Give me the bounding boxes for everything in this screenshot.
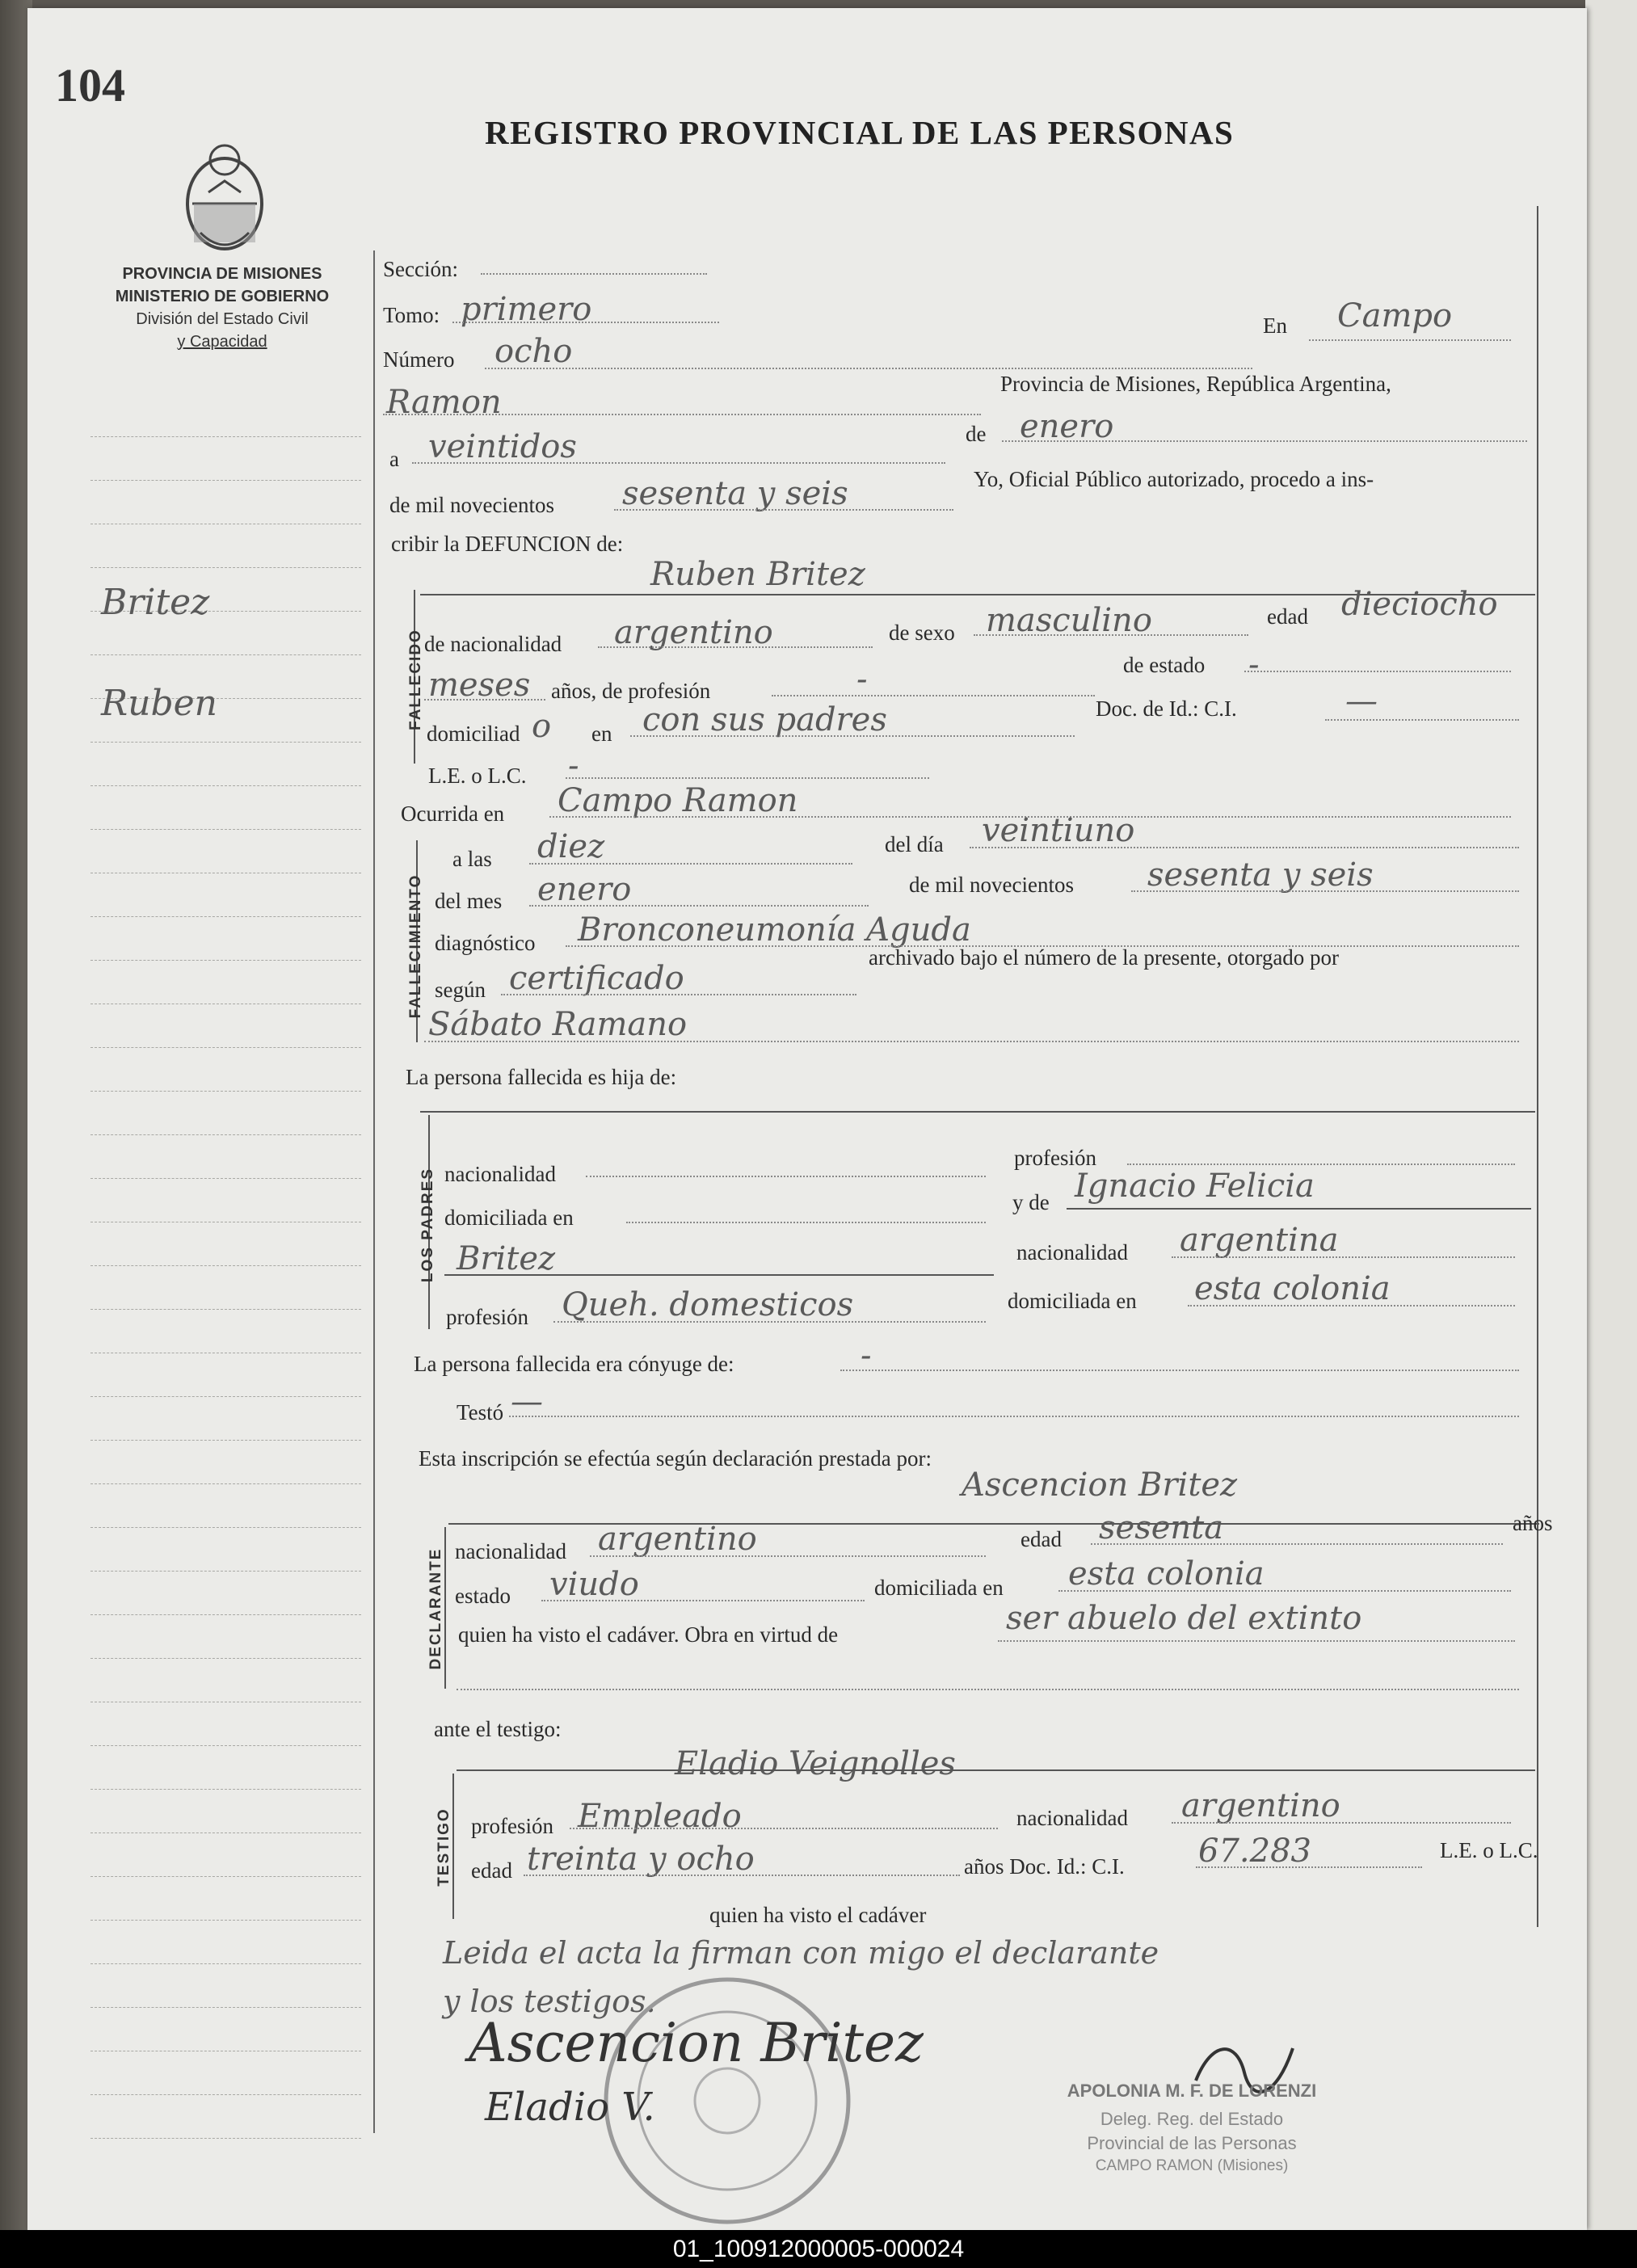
line-padre-apellido[interactable] [444,1274,994,1276]
value-le: - [568,747,579,785]
value-d-edad: sesenta [1099,1509,1224,1546]
form-right-border [1537,206,1538,1927]
value-dia: veintidos [428,428,577,465]
label-d-dom: domiciliada en [874,1576,1004,1600]
margin-rule-line [90,960,361,961]
tag-declarante: DECLARANTE [427,1547,444,1670]
margin-rule-line [90,1440,361,1441]
label-del-mes: del mes [435,889,503,913]
field-t-prof[interactable] [570,1828,998,1829]
field-conyuge[interactable] [840,1370,1519,1371]
line-padre[interactable] [420,1111,1535,1113]
label-en: En [1263,313,1287,338]
tag-fallecimiento: FALLECIMIENTO [407,873,424,1019]
field-le[interactable] [566,777,929,779]
tag-fallecido: FALLECIDO [407,629,424,730]
label-seccion: Sección: [383,257,458,281]
field-tomo[interactable] [452,322,719,323]
label-archivado: archivado bajo el número de la presente, otorgado por [869,945,1340,970]
margin-rule-line [90,1134,361,1135]
value-conyuge: - [861,1337,872,1374]
margin-rule-line [90,436,361,437]
adjacent-page-edge [1585,0,1637,2230]
field-d-nac[interactable] [590,1555,986,1557]
label-docid: Doc. de Id.: C.I. [1096,696,1237,721]
label-a: a [389,447,399,471]
margin-rule-line [90,480,361,481]
margin-name: Ruben [101,683,218,724]
margin-rule-line [90,1745,361,1746]
issuer-province: PROVINCIA DE MISIONES [122,265,322,283]
label-inscripcion: Esta inscripción se efectúa según declaración prestada por: [419,1446,932,1471]
issuer-division: División del Estado Civil [136,310,309,328]
value-d-estado: viudo [549,1566,639,1603]
tag-padres: LOS PADRES [419,1167,436,1283]
field-ci[interactable] [1325,719,1519,721]
field-d-extra[interactable] [457,1689,1519,1690]
value-t-edad: treinta y ocho [527,1841,755,1878]
label-p-prof2: profesión [446,1305,528,1329]
label-t-edad: edad [471,1858,512,1883]
stamp-name: APOLONIA M. F. DE LORENZI [1067,2081,1317,2101]
issuer-block [81,263,364,353]
field-lugar[interactable] [383,414,981,415]
field-madre-dom[interactable] [1188,1305,1515,1307]
margin-rule-line [90,742,361,743]
issuer-ministry: MINISTERIO DE GOBIERNO [115,288,330,305]
image-caption: 01_100912000005-000024 [0,2230,1637,2268]
label-domiciliad: domiciliad [427,722,520,746]
margin-rule-line [90,2094,361,2095]
value-nacionalidad: argentino [614,614,773,651]
field-seccion[interactable] [481,273,707,275]
page-title: REGISTRO PROVINCIAL DE LAS PERSONAS [485,114,1235,151]
value-ocurrida: Campo Ramon [558,782,798,819]
margin-rule-line [90,1396,361,1397]
margin-rule-line [90,829,361,830]
value-edad-unidad: meses [428,667,531,704]
label-t-anios: años Doc. Id.: C.I. [964,1854,1125,1879]
label-en2: en [591,722,612,746]
margin-rule-line [90,1047,361,1048]
label-testo: Testó [457,1400,504,1424]
stamp-line2: Provincial de las Personas [1087,2133,1297,2153]
margin-rule-line [90,785,361,786]
value-sexo: masculino [986,602,1152,639]
label-le: L.E. o L.C. [428,764,527,788]
issuer-capacidad: y Capacidad [177,333,267,351]
label-hija: La persona fallecida es hija de: [406,1065,677,1089]
field-testo[interactable] [509,1416,1519,1417]
value-profesion: - [856,661,868,698]
line-testigo[interactable] [457,1769,1535,1771]
field-numero[interactable] [485,368,1252,369]
value-d-virtud: ser abuelo del extinto [1006,1600,1362,1637]
field-domicilio[interactable] [630,735,1075,737]
field-madre-nac[interactable] [1172,1256,1515,1258]
value-numero: ocho [494,333,573,370]
field-d-dom[interactable] [1058,1590,1511,1592]
field-sexo[interactable] [974,634,1248,636]
margin-rule-line [90,1658,361,1659]
label-d-nac: nacionalidad [455,1539,566,1563]
value-anio-f: sesenta y seis [1147,856,1374,894]
value-edad: dieciocho [1341,586,1498,623]
field-mes-f[interactable] [529,905,869,907]
field-d-estado[interactable] [541,1600,865,1601]
margin-rule-line [90,2138,361,2139]
label-d-anios: años [1513,1511,1553,1535]
value-d-nac: argentino [598,1521,757,1558]
field-madre-prof[interactable] [553,1321,986,1323]
field-p-nac[interactable] [586,1176,986,1177]
value-madre-prof: Queh. domesticos [562,1286,854,1323]
margin-rule-line [90,1091,361,1092]
value-lugar: Ramon [386,384,502,421]
field-t-nac[interactable] [1172,1822,1511,1824]
margin-rule-line [90,1265,361,1266]
margin-rule-line [90,1571,361,1572]
signature-declarante: Ascencion Britez [469,2012,924,2074]
label-segun: según [435,978,486,1002]
value-estado: - [1248,646,1260,684]
label-d-visto: quien ha visto el cadáver. Obra en virtud de [458,1622,839,1647]
page-number: 104 [55,59,125,112]
value-t-ci: 67.283 [1198,1832,1311,1870]
label-diagnostico: diagnóstico [435,931,536,955]
line-madre[interactable] [1067,1208,1531,1210]
value-segun: certificado [509,960,684,997]
tag-testigo: TESTIGO [436,1807,452,1887]
margin-rule-line [90,1178,361,1179]
label-cribir: cribir la DEFUNCION de: [391,532,624,556]
value-en: Campo [1337,297,1453,335]
coat-of-arms-icon [176,136,273,257]
label-estado: de estado [1123,653,1206,677]
label-ante: ante el testigo: [434,1717,562,1741]
label-d-estado: estado [455,1584,511,1608]
label-yo: Yo, Oficial Público autorizado, procedo a ins- [974,467,1374,491]
label-sexo: de sexo [889,621,955,645]
label-edad: edad [1267,604,1308,629]
margin-rule-line [90,1309,361,1310]
field-t-ci[interactable] [1196,1866,1422,1868]
field-dia[interactable] [412,462,945,464]
field-anio[interactable] [614,509,953,511]
value-mes: enero [1020,408,1114,445]
margin-rule-line [90,1920,361,1921]
value-t-nac: argentino [1181,1787,1340,1824]
label-t-nac: nacionalidad [1016,1806,1128,1830]
label-ocurrida: Ocurrida en [401,802,505,826]
field-nacionalidad[interactable] [598,646,873,648]
field-otorgado[interactable] [424,1041,1519,1042]
value-otorgado: Sábato Ramano [428,1006,688,1043]
value-diagnostico: Bronconeumonía Aguda [578,911,971,949]
margin-rule-line [90,1832,361,1833]
value-mes-f: enero [537,871,632,908]
stamp-line1: Deleg. Reg. del Estado [1100,2109,1284,2129]
margin-rule-line [90,2007,361,2008]
value-padre-apellido: Britez [457,1240,556,1277]
label-del-dia: del día [885,832,944,856]
margin-rule-line [90,654,361,655]
margin-rule-line [90,1614,361,1615]
label-conyuge: La persona fallecida era cónyuge de: [414,1352,734,1376]
value-t-prof: Empleado [578,1798,742,1835]
label-t-le: L.E. o L.C. [1440,1838,1538,1862]
field-p-dom[interactable] [626,1222,986,1223]
label-de: de [966,422,987,446]
value-madre-dom: esta colonia [1194,1270,1391,1307]
label-provincia: Provincia de Misiones, República Argentina, [1000,372,1391,396]
value-declarante: Ascencion Britez [962,1466,1238,1504]
label-p-yde: y de [1012,1190,1050,1214]
field-hora[interactable] [529,863,852,865]
value-domicilio: con sus padres [642,701,887,738]
label-p-prof: profesión [1014,1146,1096,1170]
field-estado[interactable] [1244,671,1511,672]
label-d-edad: edad [1020,1527,1062,1551]
field-edad2[interactable] [424,699,545,701]
label-p-nac2: nacionalidad [1016,1240,1128,1264]
label-a-las: a las [452,847,492,871]
value-padre-nombre: Ignacio Felicia [1075,1168,1315,1205]
field-d-edad[interactable] [1091,1543,1503,1545]
label-numero: Número [383,347,455,372]
form-left-border [373,250,375,2133]
label-p-nac: nacionalidad [444,1162,556,1186]
stamp-line3: CAMPO RAMON (Misiones) [1095,2157,1289,2174]
label-anios-profesion: años, de profesión [551,679,711,703]
field-anio-f[interactable] [1131,890,1519,892]
margin-rule-line [90,916,361,917]
value-domic-o: o [532,708,552,745]
value-madre-nac: argentina [1180,1222,1339,1259]
margin-rule-line [90,1789,361,1790]
field-segun[interactable] [501,994,856,995]
label-p-dom2: domiciliada en [1008,1289,1137,1313]
label-t-prof: profesión [471,1814,553,1838]
closing-line-2: y los testigos. [443,1984,656,2019]
field-t-edad[interactable] [524,1875,960,1876]
label-t-visto: quien ha visto el cadáver [709,1903,927,1927]
signature-testigo: Eladio V. [485,2085,655,2130]
margin-rule-line [90,567,361,568]
value-testo: — [511,1383,543,1420]
value-fallecido: Ruben Britez [650,556,865,593]
label-p-dom: domiciliada en [444,1206,574,1230]
closing-line-1: Leida el acta la firman con migo el declarante [443,1935,1159,1971]
margin-rule-line [90,1483,361,1484]
value-testigo: Eladio Veignolles [675,1745,956,1782]
label-de-mil: de mil novecientos [389,493,554,517]
label-de-mil2: de mil novecientos [909,873,1074,897]
label-tomo: Tomo: [383,303,440,327]
value-dia-f: veintiuno [982,812,1135,849]
margin-rule-line [90,1876,361,1877]
field-p-prof[interactable] [1127,1163,1515,1165]
margin-rule-line [90,1963,361,1964]
value-anio: sesenta y seis [622,475,848,512]
label-nacionalidad: de nacionalidad [424,632,562,656]
value-hora: diez [537,828,605,865]
field-mes[interactable] [1002,440,1527,442]
field-dia-f[interactable] [970,847,1519,848]
value-ci: — [1345,683,1378,720]
value-tomo: primero [461,291,592,328]
field-profesion[interactable] [772,695,1095,696]
margin-rule-line [90,1527,361,1528]
value-d-dom: esta colonia [1068,1555,1265,1593]
field-en[interactable] [1309,339,1511,341]
margin-surname: Britez [101,582,210,623]
field-d-virtud[interactable] [998,1640,1515,1642]
